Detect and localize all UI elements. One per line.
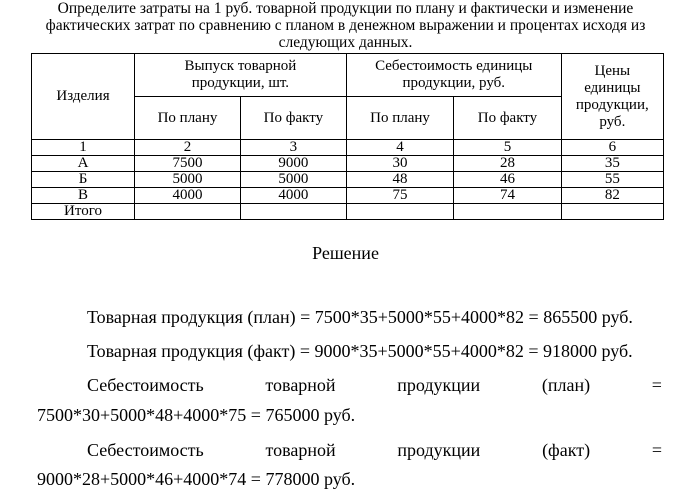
table-row bbox=[32, 156, 664, 172]
task-line-1: Определите затраты на 1 руб. товарной продукции по плану и фактически и изменение bbox=[57, 0, 634, 17]
table-cell: А bbox=[32, 156, 135, 172]
solution-word: продукции bbox=[397, 440, 481, 460]
header-output-fact: По факту bbox=[240, 97, 346, 140]
header-cost-fact: По факту bbox=[454, 97, 561, 140]
table-cell: 4000 bbox=[135, 188, 241, 204]
header-cost: Себестоимость единицы продукции, руб. bbox=[346, 54, 561, 97]
header-price: Цены единицы продукции, руб. bbox=[561, 54, 663, 140]
table-cell: В bbox=[32, 188, 135, 204]
solution-word: = bbox=[651, 375, 662, 395]
table-row bbox=[32, 140, 664, 156]
header-output: Выпуск товарной продукции, шт. bbox=[135, 54, 347, 97]
table-cell: 5000 bbox=[135, 172, 241, 188]
table-cell: Итого bbox=[32, 204, 135, 220]
solution-title: Решение bbox=[312, 243, 379, 263]
table-cell: 35 bbox=[561, 156, 663, 172]
table-cell: 30 bbox=[346, 156, 453, 172]
header-cost-plan: По плану bbox=[346, 97, 453, 140]
table-cell: 2 bbox=[135, 140, 241, 156]
solution-line-4: 7500*30+5000*48+4000*75 = 765000 руб. bbox=[37, 405, 356, 425]
header-row-1 bbox=[32, 54, 664, 97]
table-cell: Б bbox=[32, 172, 135, 188]
solution-line-3 bbox=[87, 375, 662, 395]
header-product: Изделия bbox=[32, 54, 135, 140]
solution-word: (факт) bbox=[542, 440, 591, 460]
table-cell: 28 bbox=[454, 156, 561, 172]
solution-line-6: 9000*28+5000*46+4000*74 = 778000 руб. bbox=[37, 469, 356, 489]
solution-word: продукции bbox=[397, 375, 481, 395]
table-cell bbox=[135, 204, 241, 220]
task-statement bbox=[10, 0, 681, 51]
header-output-plan: По плану bbox=[135, 97, 241, 140]
table-cell: 1 bbox=[32, 140, 135, 156]
table-cell: 7500 bbox=[135, 156, 241, 172]
table-cell: 4 bbox=[346, 140, 453, 156]
solution-word: Себестоимость bbox=[87, 375, 204, 395]
table-cell: 82 bbox=[561, 188, 663, 204]
table-cell: 3 bbox=[240, 140, 346, 156]
table-cell: 6 bbox=[561, 140, 663, 156]
solution-line-1: Товарная продукция (план) = 7500*35+5000*55+4000*82 = 865500 руб. bbox=[87, 307, 633, 327]
table-cell bbox=[240, 204, 346, 220]
solution-word: Себестоимость bbox=[87, 440, 204, 460]
table-cell bbox=[454, 204, 561, 220]
solution-line-5 bbox=[87, 440, 662, 460]
table-cell bbox=[346, 204, 453, 220]
table-row-total bbox=[32, 204, 664, 220]
table-cell bbox=[561, 204, 663, 220]
table-cell: 55 bbox=[561, 172, 663, 188]
table-cell: 5000 bbox=[240, 172, 346, 188]
solution-word: товарной bbox=[265, 375, 336, 395]
task-line-2: фактических затрат по сравнению с планом в денежном выражении и процентах исходя из bbox=[45, 17, 646, 34]
task-line-3: следующих данных. bbox=[278, 34, 413, 51]
table-cell: 75 bbox=[346, 188, 453, 204]
table-cell: 46 bbox=[454, 172, 561, 188]
table-cell: 4000 bbox=[240, 188, 346, 204]
solution-word: (план) bbox=[541, 375, 591, 395]
table-cell: 74 bbox=[454, 188, 561, 204]
table-cell: 48 bbox=[346, 172, 453, 188]
table-cell: 5 bbox=[454, 140, 561, 156]
solution-word: = bbox=[651, 440, 662, 460]
solution-line-2: Товарная продукция (факт) = 9000*35+5000*55+4000*82 = 918000 руб. bbox=[87, 341, 633, 361]
data-table bbox=[31, 53, 664, 220]
table-cell: 9000 bbox=[240, 156, 346, 172]
table-row bbox=[32, 188, 664, 204]
solution-word: товарной bbox=[265, 440, 336, 460]
table-row bbox=[32, 172, 664, 188]
